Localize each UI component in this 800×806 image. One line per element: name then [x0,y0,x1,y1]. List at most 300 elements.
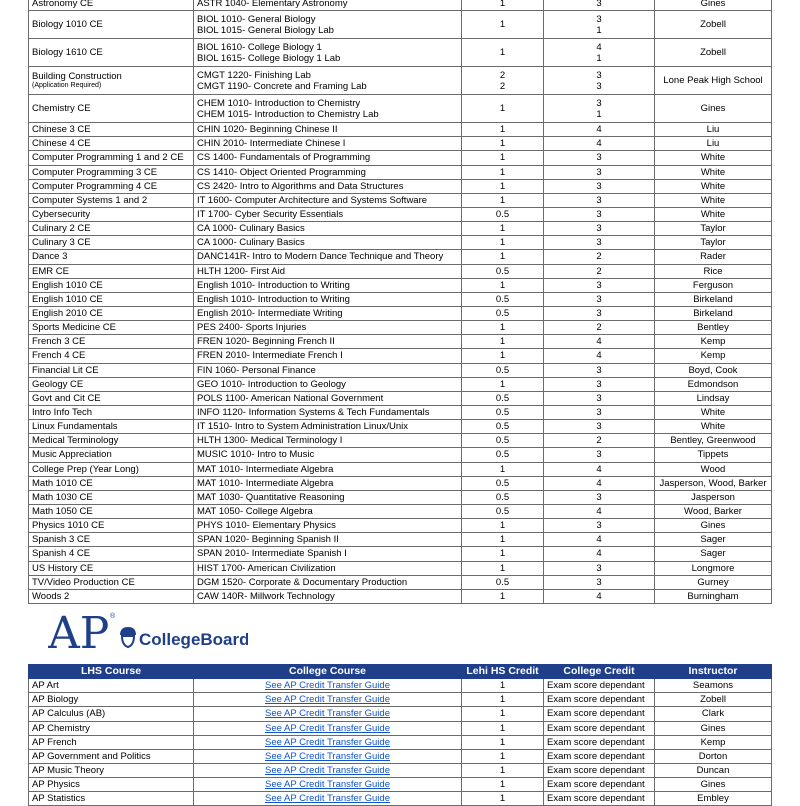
college-course-line: CHEM 1015- Introduction to Chemistry Lab [197,108,379,120]
ap-transfer-guide-cell [194,679,462,693]
college-course-cell [194,575,462,589]
lhs-course-name: Spanish 4 CE [32,548,91,560]
hs-credit-cell [462,589,544,603]
table-row [29,349,772,363]
college-course-line: PES 2400- Sports Injuries [197,322,307,334]
instructor-cell: Kemp [655,335,772,349]
table-row [29,476,772,490]
college-credit-cell [544,519,655,533]
college-course-line: CS 1410- Object Oriented Programming [197,166,366,178]
hs-credit-value: 1 [499,237,506,249]
college-course-cell [194,95,462,123]
college-credit-cell [544,123,655,137]
lhs-course-cell [29,533,194,547]
ap-course-cell: AP Art [29,679,194,693]
college-course-cell [194,165,462,179]
hs-credit-value: 1 [499,223,506,235]
college-course-cell [194,589,462,603]
lhs-course-name: English 1010 CE [32,279,103,291]
hs-credit-value: 1 [499,520,506,532]
table-row [29,490,772,504]
lhs-course-name: Physics 1010 CE [32,520,105,532]
hs-credit-value: 1 [499,336,506,348]
lhs-course-cell [29,363,194,377]
college-credit-cell [544,165,655,179]
lhs-course-cell [29,420,194,434]
lhs-course-cell [29,490,194,504]
instructor-cell: Kemp [655,735,772,749]
college-credit-cell [544,95,655,123]
ap-transfer-guide-link[interactable]: See AP Credit Transfer Guide [265,750,390,762]
college-course-cell [194,547,462,561]
college-course-line: BIOL 1015- General Biology Lab [197,24,334,36]
lhs-course-name: Astronomy CE [32,0,94,10]
ap-transfer-guide-link[interactable]: See AP Credit Transfer Guide [265,708,390,720]
lhs-course-cell [29,561,194,575]
instructor-cell: Jasperson [655,490,772,504]
college-credit-cell [544,0,655,11]
instructor-cell: White [655,193,772,207]
table-row [29,434,772,448]
college-credit-value: 3 [596,237,602,249]
lhs-course-cell [29,462,194,476]
college-course-line: FREN 2010- Intermediate French I [197,350,343,362]
college-credit-value: 4 [596,463,602,475]
ap-transfer-guide-cell [194,707,462,721]
instructor-cell: Birkeland [655,292,772,306]
instructor-cell: Duncan [655,763,772,777]
college-course-cell [194,11,462,39]
hs-credit-cell [462,490,544,504]
hs-credit-cell [462,448,544,462]
college-course-line: CA 1000- Culinary Basics [197,223,305,235]
instructor-cell: Zobell [655,39,772,67]
lhs-course-name: Chinese 4 CE [32,138,91,150]
hs-credit-value: 0.5 [495,293,510,305]
lhs-course-name: Financial Lit CE [32,364,99,376]
college-credit-value: 2 [596,322,602,334]
table-row [29,292,772,306]
college-credit-cell [544,462,655,476]
lhs-course-cell [29,321,194,335]
table-row [29,137,772,151]
instructor-cell: Bentley, Greenwood [655,434,772,448]
ce-table-body [29,0,772,603]
table-row [29,504,772,518]
hs-credit-cell [462,377,544,391]
hs-credit-cell [462,519,544,533]
ap-transfer-guide-link[interactable]: See AP Credit Transfer Guide [265,694,390,706]
lhs-course-cell [29,575,194,589]
college-credit-value: 1 [596,52,602,64]
instructor-cell: Longmore [655,561,772,575]
ap-course-cell: AP Biology [29,693,194,707]
college-credit-cell [544,405,655,419]
lhs-course-cell [29,179,194,193]
college-course-line: BIOL 1610- College Biology 1 [197,41,322,53]
hs-credit-value: 0.5 [495,435,510,447]
college-course-line: English 2010- Intermediate Writing [197,308,343,320]
lhs-course-cell [29,165,194,179]
hs-credit-cell: 1 [462,763,544,777]
instructor-cell: Zobell [655,11,772,39]
college-credit-cell [544,207,655,221]
lhs-course-cell [29,236,194,250]
ap-collegeboard-logo [48,608,248,652]
college-credit-value: 3 [596,308,602,320]
college-credit-cell [544,292,655,306]
college-credit-value: 3 [596,576,602,588]
college-credit-cell: Exam score dependant [544,721,655,735]
hs-credit-value: 1 [499,180,506,192]
college-course-line: INFO 1120- Information Systems & Tech Fundamentals [197,407,430,419]
instructor-cell: Embley [655,792,772,806]
ap-transfer-guide-link[interactable]: See AP Credit Transfer Guide [265,765,390,777]
college-credit-value: 3 [596,491,602,503]
instructor-cell: Tippets [655,448,772,462]
lhs-course-cell [29,377,194,391]
college-course-line: HLTH 1200- First Aid [197,265,285,277]
college-course-line: IT 1700- Cyber Security Essentials [197,209,344,221]
hs-credit-cell [462,222,544,236]
instructor-cell: Gines [655,721,772,735]
table-row [29,749,772,763]
instructor-cell: Gines [655,0,772,11]
college-course-cell [194,39,462,67]
ap-course-cell: AP Physics [29,778,194,792]
table-row [29,721,772,735]
hs-credit-value: 1 [499,152,506,164]
lhs-course-cell [29,67,194,95]
lhs-course-name: Computer Programming 1 and 2 CE [32,152,184,164]
lhs-course-cell [29,151,194,165]
hs-credit-cell [462,292,544,306]
ap-transfer-guide-link[interactable]: See AP Credit Transfer Guide [265,736,390,748]
college-course-line: IT 1510- Intro to System Administration Linux/Unix [197,421,409,433]
college-course-cell [194,335,462,349]
hs-credit-value: 0.5 [495,308,510,320]
instructor-cell: White [655,179,772,193]
college-course-line: CHIN 1020- Beginning Chinese II [197,124,338,136]
table-row [29,264,772,278]
college-credit-value: 4 [596,336,602,348]
hs-credit-value: 0.5 [495,209,510,221]
college-credit-cell [544,448,655,462]
ap-course-cell: AP Chemistry [29,721,194,735]
college-credit-value: 3 [596,421,602,433]
college-course-cell [194,137,462,151]
college-course-cell [194,490,462,504]
hs-credit-value: 0.5 [495,265,510,277]
lhs-course-cell [29,0,194,11]
instructor-cell: White [655,405,772,419]
table-row [29,707,772,721]
college-course-line: SPAN 1020- Beginning Spanish II [197,534,339,546]
college-credit-value: 4 [596,590,602,602]
college-course-cell [194,533,462,547]
concurrent-enrollment-table [28,0,772,604]
college-course-line: FREN 1020- Beginning French II [197,336,335,348]
college-course-cell [194,236,462,250]
ap-course-cell: AP French [29,735,194,749]
lhs-course-cell [29,292,194,306]
lhs-course-name: Biology 1010 CE [32,19,103,31]
header-college-credit: College Credit [544,665,655,679]
instructor-cell: Lone Peak High School [655,67,772,95]
college-credit-cell [544,335,655,349]
ap-transfer-guide-cell [194,735,462,749]
lhs-course-name: Culinary 2 CE [32,223,91,235]
lhs-course-cell [29,519,194,533]
college-course-cell [194,321,462,335]
instructor-cell: Ferguson [655,278,772,292]
college-credit-cell: Exam score dependant [544,792,655,806]
lhs-course-cell [29,193,194,207]
hs-credit-cell [462,39,544,67]
hs-credit-value: 1 [499,19,506,31]
lhs-course-cell [29,250,194,264]
college-credit-cell [544,476,655,490]
ap-logo-letters: AP [48,608,110,652]
ap-course-cell: AP Music Theory [29,763,194,777]
lhs-course-name: Dance 3 [32,251,68,263]
college-course-cell [194,0,462,11]
hs-credit-value: 1 [499,138,506,150]
lhs-course-cell [29,335,194,349]
table-row [29,778,772,792]
hs-credit-cell [462,335,544,349]
registered-mark: ® [110,613,116,620]
instructor-cell: White [655,207,772,221]
hs-credit-cell [462,95,544,123]
college-course-line: CAW 140R- Millwork Technology [197,590,335,602]
college-course-cell [194,504,462,518]
hs-credit-cell: 1 [462,792,544,806]
college-credit-cell: Exam score dependant [544,763,655,777]
instructor-cell: Burningham [655,589,772,603]
hs-credit-value: 0.5 [495,506,510,517]
table-row [29,67,772,95]
table-row [29,193,772,207]
ap-course-cell: AP Government and Politics [29,749,194,763]
college-course-line: MAT 1010- Intermediate Algebra [197,477,334,489]
lhs-course-cell [29,504,194,518]
college-credit-cell: Exam score dependant [544,749,655,763]
college-credit-cell [544,278,655,292]
instructor-cell: Rice [655,264,772,278]
instructor-cell: Liu [655,137,772,151]
college-credit-value: 4 [596,548,602,560]
table-row [29,547,772,561]
college-credit-value: 3 [596,194,602,206]
table-row [29,236,772,250]
hs-credit-cell [462,137,544,151]
college-course-line: MUSIC 1010- Intro to Music [197,449,315,461]
college-credit-cell [544,306,655,320]
college-course-cell [194,391,462,405]
college-course-line: English 1010- Introduction to Writing [197,279,350,291]
college-credit-cell [544,321,655,335]
hs-credit-cell [462,179,544,193]
table-row [29,250,772,264]
college-course-line: CMGT 1220- Finishing Lab [197,69,311,81]
lhs-course-name: Culinary 3 CE [32,237,91,249]
college-course-line: MAT 1030- Quantitative Reasoning [197,491,345,503]
table-row [29,0,772,11]
hs-credit-cell: 1 [462,693,544,707]
lhs-course-name: Math 1030 CE [32,491,93,503]
college-credit-cell [544,533,655,547]
hs-credit-value: 0.5 [495,576,510,588]
college-course-cell [194,519,462,533]
header-hs-credit: Lehi HS Credit [462,665,544,679]
hs-credit-cell [462,123,544,137]
lhs-course-name: EMR CE [32,265,69,277]
lhs-course-cell [29,391,194,405]
lhs-course-name: Govt and Cit CE [32,392,101,404]
lhs-course-name: Chinese 3 CE [32,124,91,136]
college-course-line: DANC141R- Intro to Modern Dance Technique and Theory [197,251,444,263]
lhs-course-cell [29,434,194,448]
ap-course-cell: AP Statistics [29,792,194,806]
lhs-course-name: US History CE [32,562,94,574]
college-credit-value: 3 [596,449,602,461]
ap-transfer-guide-cell [194,778,462,792]
college-course-cell [194,207,462,221]
college-credit-value: 3 [596,0,602,10]
ap-transfer-guide-link[interactable]: See AP Credit Transfer Guide [265,779,390,791]
lhs-course-name: Computer Programming 3 CE [32,166,158,178]
college-course-line: BIOL 1010- General Biology [197,13,316,25]
hs-credit-cell [462,151,544,165]
college-credit-value: 3 [596,97,602,109]
hs-credit-value: 0.5 [495,364,510,376]
college-course-line: FIN 1060- Personal Finance [197,364,316,376]
table-row [29,519,772,533]
header-lhs-course: LHS Course [29,665,194,679]
college-course-line: HLTH 1300- Medical Terminology I [197,435,343,447]
lhs-course-cell [29,11,194,39]
ap-header-row [29,665,772,679]
hs-credit-value: 1 [499,463,506,475]
college-course-line: CS 2420- Intro to Algorithms and Data Structures [197,180,404,192]
college-credit-cell [544,420,655,434]
instructor-cell: Rader [655,250,772,264]
college-credit-cell [544,561,655,575]
instructor-cell: Bentley [655,321,772,335]
college-course-line: HIST 1700- American Civilization [197,562,336,574]
college-credit-cell [544,39,655,67]
collegeboard-wordmark: CollegeBoard [139,630,248,649]
college-credit-cell: Exam score dependant [544,735,655,749]
college-credit-cell [544,137,655,151]
instructor-cell: Sager [655,547,772,561]
lhs-course-name: English 2010 CE [32,308,103,320]
hs-credit-cell [462,476,544,490]
table-row [29,179,772,193]
instructor-cell: White [655,165,772,179]
college-course-cell [194,476,462,490]
ap-transfer-guide-link[interactable]: See AP Credit Transfer Guide [265,793,390,805]
hs-credit-value: 0.5 [495,421,510,433]
table-row [29,222,772,236]
lhs-course-name: Chemistry CE [32,103,91,115]
instructor-cell: Gines [655,95,772,123]
ap-transfer-guide-cell [194,721,462,735]
instructor-cell: Liu [655,123,772,137]
lhs-course-name: Music Appreciation [32,449,112,461]
lhs-course-cell [29,95,194,123]
instructor-cell: Lindsay [655,391,772,405]
college-credit-value: 3 [596,407,602,419]
hs-credit-cell [462,321,544,335]
instructor-cell: Zobell [655,693,772,707]
college-course-cell [194,222,462,236]
table-row [29,391,772,405]
hs-credit-value: 0.5 [495,491,510,503]
ap-transfer-guide-cell [194,749,462,763]
instructor-cell: Birkeland [655,306,772,320]
table-row [29,763,772,777]
lhs-course-cell [29,349,194,363]
college-course-line: ASTR 1040- Elementary Astronomy [197,0,348,10]
lhs-course-cell [29,278,194,292]
ap-transfer-guide-link[interactable]: See AP Credit Transfer Guide [265,680,390,692]
college-credit-cell [544,179,655,193]
college-course-cell [194,278,462,292]
college-credit-cell [544,250,655,264]
lhs-course-name: Biology 1610 CE [32,47,103,59]
college-credit-cell [544,193,655,207]
college-course-cell [194,123,462,137]
hs-credit-cell [462,547,544,561]
lhs-course-name: Intro Info Tech [32,407,93,419]
hs-credit-value: 2 [499,69,506,81]
hs-credit-cell [462,533,544,547]
hs-credit-cell [462,561,544,575]
ap-transfer-guide-link[interactable]: See AP Credit Transfer Guide [265,722,390,734]
lhs-course-cell [29,123,194,137]
instructor-cell: Wood, Barker [655,504,772,518]
lhs-course-name: Cybersecurity [32,209,91,221]
table-row [29,151,772,165]
lhs-course-name: French 3 CE [32,336,86,348]
college-credit-value: 4 [596,138,602,150]
instructor-cell: Wood [655,462,772,476]
table-row [29,693,772,707]
college-course-line: MAT 1050- College Algebra [197,506,313,517]
hs-credit-cell: 1 [462,721,544,735]
table-row [29,792,772,806]
college-credit-value: 3 [596,364,602,376]
hs-credit-cell [462,391,544,405]
instructor-cell: Gines [655,778,772,792]
college-credit-cell [544,67,655,95]
hs-credit-cell [462,306,544,320]
college-course-line: POLS 1100- American National Government [197,392,384,404]
lhs-course-cell [29,207,194,221]
ap-logo-icon [48,608,248,652]
hs-credit-cell: 1 [462,679,544,693]
hs-credit-cell [462,504,544,518]
table-row [29,735,772,749]
lhs-course-cell [29,547,194,561]
college-credit-value: 3 [596,279,602,291]
hs-credit-cell [462,405,544,419]
college-credit-value: 3 [596,180,602,192]
lhs-course-cell [29,222,194,236]
lhs-course-cell [29,448,194,462]
